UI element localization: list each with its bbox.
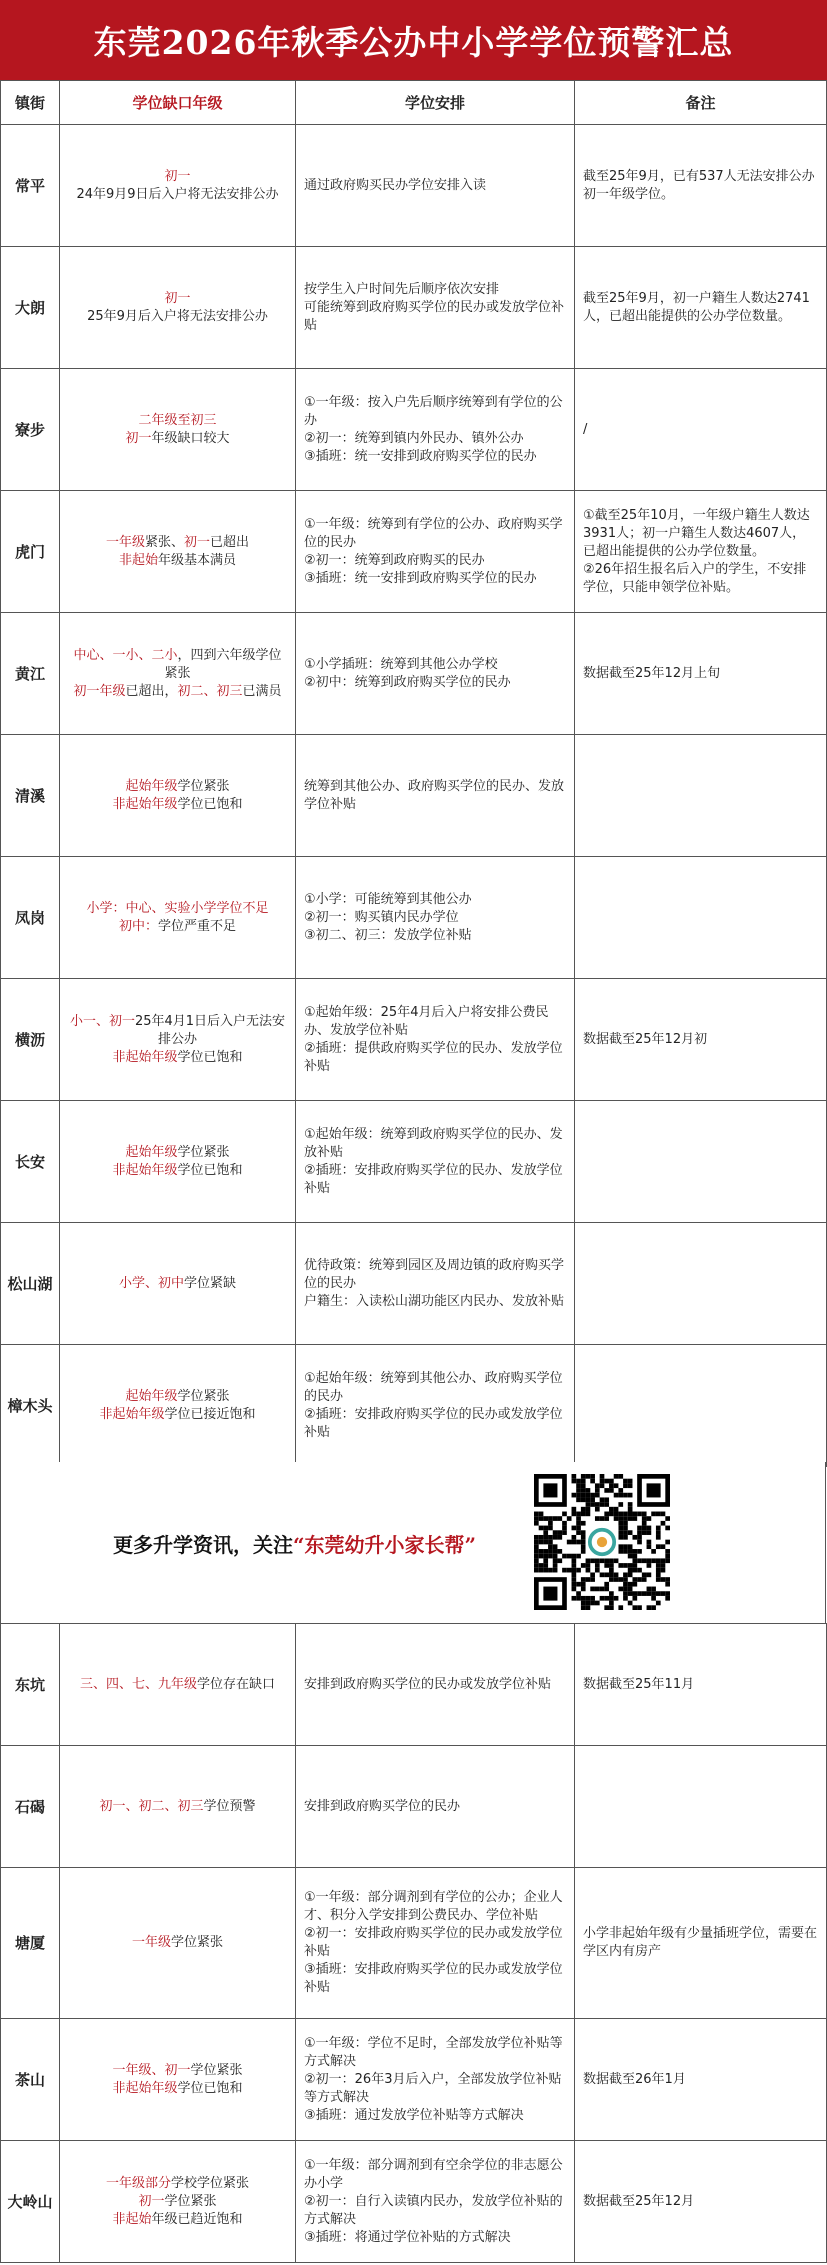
gap-text: 学位紧张	[177, 778, 230, 794]
gap-text: 学位已饱和	[177, 796, 243, 812]
gap-text: ，四到六年级学位紧张	[164, 647, 282, 681]
town-cell: 石碣	[1, 1746, 60, 1868]
town-cell: 虎门	[1, 491, 60, 613]
gap-text: 初二、初三	[177, 683, 243, 699]
gap-text: 25年9月后入户将无法安排公办	[87, 308, 268, 324]
gap-line	[68, 186, 287, 204]
table-row	[1, 735, 827, 857]
gap-line	[68, 1275, 287, 1293]
town-cell: 寮步	[1, 369, 60, 491]
note-cell	[575, 1345, 827, 1467]
gap-cell	[60, 1624, 296, 1746]
arrangement-line: ①一年级：按入户先后顺序统筹到有学位的公办	[304, 394, 563, 428]
gap-cell	[60, 1868, 296, 2019]
gap-text: 小学：中心、实验小学学位不足	[86, 900, 269, 916]
note-cell	[575, 1746, 827, 1868]
gap-line	[68, 1013, 287, 1049]
arrangement-line: ②初一：安排政府购买学位的民办或发放学位补贴	[304, 1926, 563, 1959]
gap-text: 一年级、初一	[112, 2062, 191, 2078]
arrangement-line: ①起始年级：统筹到政府购买学位的民办、发放补贴	[304, 1126, 563, 1160]
arrangement-line: ①一年级：部分调剂到有学位的公办；企业人才、积分入学安排到公费民办、学位补贴	[304, 1890, 563, 1923]
gap-text: 非起始年级	[112, 1049, 178, 1065]
gap-line	[68, 1049, 287, 1067]
gap-line	[68, 1162, 287, 1180]
gap-text: 学位已饱和	[177, 1162, 243, 1178]
gap-line	[68, 1406, 287, 1424]
gap-cell	[60, 1101, 296, 1223]
town-cell: 茶山	[1, 2019, 60, 2141]
gap-text: 起始年级	[125, 778, 178, 794]
town-cell: 横沥	[1, 979, 60, 1101]
town-cell: 樟木头	[1, 1345, 60, 1467]
note-cell	[575, 1223, 827, 1345]
note-cell	[575, 247, 827, 369]
town-cell: 塘厦	[1, 1868, 60, 2019]
gap-text: 初一	[125, 430, 152, 446]
note-cell	[575, 857, 827, 979]
arrangement-line: ①小学：可能统筹到其他公办	[304, 891, 472, 907]
gap-cell	[60, 1345, 296, 1467]
header-row	[1, 81, 827, 125]
gap-text: 起始年级	[125, 1144, 178, 1160]
arrangement-line: 户籍生：入读松山湖功能区内民办、发放补贴	[304, 1293, 565, 1309]
warning-table-top	[0, 80, 827, 1467]
town-cell: 大岭山	[1, 2141, 60, 2263]
table-row	[1, 125, 827, 247]
gap-text: 25年4月1日后入户无法安排公办	[134, 1013, 286, 1047]
arrangement-line: ①一年级：部分调剂到有空余学位的非志愿公办小学	[304, 2157, 563, 2191]
arrangement-cell	[296, 979, 575, 1101]
arrangement-cell	[296, 1101, 575, 1223]
gap-text: 24年9月9日后入户将无法安排公办	[76, 186, 279, 202]
gap-line	[68, 778, 287, 796]
arrangement-cell	[296, 491, 575, 613]
arrangement-line: ③插班：将通过学位补贴的方式解决	[304, 2229, 511, 2245]
gap-text: 学位紧张	[177, 1388, 230, 1404]
arrangement-line: ①小学插班：统筹到其他公办学校	[304, 656, 498, 672]
arrangement-cell	[296, 1746, 575, 1868]
gap-text: 非起始年级	[112, 2080, 178, 2096]
gap-text: 紧张、	[144, 534, 184, 550]
gap-cell	[60, 2141, 296, 2263]
gap-line	[68, 430, 287, 448]
arrangement-cell	[296, 735, 575, 857]
gap-text: 非起始	[112, 2211, 152, 2227]
gap-text: 一年级部分	[105, 2175, 171, 2191]
arrangement-cell	[296, 613, 575, 735]
town-cell: 东坑	[1, 1624, 60, 1746]
gap-text: 三、四、七、九年级	[79, 1676, 197, 1692]
gap-text: 初一	[184, 534, 211, 550]
header-gap: 学位缺口年级	[60, 81, 296, 125]
gap-text: 初一年级	[73, 683, 126, 699]
arrangement-line: ①起始年级：统筹到其他公办、政府购买学位的民办	[304, 1370, 563, 1404]
arrangement-cell	[296, 857, 575, 979]
arrangement-cell	[296, 1624, 575, 1746]
table-row	[1, 1345, 827, 1467]
warning-table-bottom	[0, 1623, 827, 2263]
arrangement-line: ②初一：自行入读镇内民办，发放学位补贴的方式解决	[304, 2193, 563, 2227]
arrangement-cell	[296, 2019, 575, 2141]
arrangement-line: 统筹到其他公办、政府购买学位的民办、发放学位补贴	[304, 778, 565, 812]
note-line: 截至25年9月，初一户籍生人数达2741人，已超出能提供的公办学位数量。	[583, 290, 810, 324]
arrangement-cell	[296, 247, 575, 369]
arrangement-line: 优待政策：统筹到园区及周边镇的政府购买学位的民办	[304, 1257, 565, 1291]
gap-cell	[60, 491, 296, 613]
gap-line	[68, 552, 287, 570]
gap-cell	[60, 979, 296, 1101]
gap-line	[68, 2080, 287, 2098]
gap-text: 起始年级	[125, 1388, 178, 1404]
gap-text: 年级基本满员	[158, 552, 237, 568]
gap-cell	[60, 125, 296, 247]
arrangement-line: ③插班：通过发放学位补贴等方式解决	[304, 2107, 524, 2123]
gap-text: 中心、一小、二小	[73, 647, 178, 663]
gap-line	[68, 2062, 287, 2080]
arrangement-line: ①一年级：统筹到有学位的公办、政府购买学位的民办	[304, 516, 563, 550]
header-arrangement: 学位安排	[296, 81, 575, 125]
arrangement-line: ②插班：安排政府购买学位的民办或发放学位补贴	[304, 1406, 563, 1440]
note-cell	[575, 125, 827, 247]
gap-text: 非起始年级	[112, 796, 178, 812]
gap-text: 非起始年级	[112, 1162, 178, 1178]
gap-line	[68, 1144, 287, 1162]
gap-text: 学位紧张	[177, 1144, 230, 1160]
note-line: 小学非起始年级有少量插班学位，需要在学区内有房产	[583, 1926, 818, 1959]
table-row	[1, 2141, 827, 2263]
note-cell	[575, 2019, 827, 2141]
gap-line	[68, 1388, 287, 1406]
gap-cell	[60, 1746, 296, 1868]
gap-line	[68, 647, 287, 683]
arrangement-line: ③初二、初三：发放学位补贴	[304, 927, 472, 943]
gap-text: 小一、初一	[69, 1013, 135, 1029]
note-line: 数据截至25年12月初	[583, 1031, 708, 1047]
table-row	[1, 613, 827, 735]
note-cell	[575, 1868, 827, 2019]
gap-text: 年级已趋近饱和	[151, 2211, 243, 2227]
note-line: 截至25年9月，已有537人无法安排公办初一年级学位。	[583, 168, 815, 202]
table-row	[1, 979, 827, 1101]
gap-text: 学位严重不足	[158, 918, 237, 934]
arrangement-line: ②初中：统筹到政府购买学位的民办	[304, 674, 511, 690]
gap-text: 初一	[138, 2193, 165, 2209]
qr-code-icon	[534, 1474, 670, 1610]
arrangement-cell	[296, 2141, 575, 2263]
note-cell	[575, 735, 827, 857]
table-row	[1, 1624, 827, 1746]
town-cell: 凤岗	[1, 857, 60, 979]
note-cell	[575, 2141, 827, 2263]
gap-text: 学位已饱和	[177, 1049, 243, 1065]
gap-cell	[60, 1223, 296, 1345]
promo-prefix: 更多升学资讯，关注	[113, 1533, 293, 1557]
gap-text: 学位紧张	[190, 2062, 243, 2078]
arrangement-line: 通过政府购买民办学位安排入读	[304, 177, 487, 193]
gap-text: 已超出	[210, 534, 250, 550]
gap-line	[68, 1934, 287, 1952]
arrangement-line: ②初一：统筹到政府购买的民办	[304, 552, 485, 568]
arrangement-line: ③插班：统一安排到政府购买学位的民办	[304, 448, 537, 464]
table-row	[1, 1746, 827, 1868]
gap-line	[68, 290, 287, 308]
gap-line	[68, 918, 287, 936]
arrangement-cell	[296, 1345, 575, 1467]
gap-line	[68, 534, 287, 552]
table-row	[1, 857, 827, 979]
table-row	[1, 491, 827, 613]
arrangement-line: 按学生入户时间先后顺序依次安排	[304, 281, 500, 297]
gap-text: 学位存在缺口	[197, 1676, 276, 1692]
gap-text: 年级缺口较大	[151, 430, 230, 446]
gap-text: 非起始	[118, 552, 158, 568]
gap-line	[68, 796, 287, 814]
arrangement-line: ②初一：26年3月后入户，全部发放学位补贴等方式解决	[304, 2071, 562, 2105]
town-cell: 长安	[1, 1101, 60, 1223]
note-cell	[575, 613, 827, 735]
gap-text: 已满员	[242, 683, 282, 699]
gap-text: 一年级	[105, 534, 145, 550]
table-row	[1, 2019, 827, 2141]
gap-line	[68, 2211, 287, 2229]
gap-text: 初一	[164, 290, 191, 306]
gap-cell	[60, 2019, 296, 2141]
arrangement-line: ②插班：安排政府购买学位的民办、发放学位补贴	[304, 1162, 563, 1196]
gap-text: 非起始年级	[99, 1406, 165, 1422]
note-line: ①截至25年10月，一年级户籍生人数达3931人；初一户籍生人数达4607人，已超出能提供的公办学位数量。	[583, 507, 810, 559]
arrangement-cell	[296, 1868, 575, 2019]
gap-line	[68, 308, 287, 326]
arrangement-line: ②插班：提供政府购买学位的民办、发放学位补贴	[304, 1040, 563, 1074]
table-row	[1, 247, 827, 369]
gap-text: 学位紧张	[171, 1935, 224, 1950]
note-line: 数据截至25年12月	[583, 2193, 695, 2209]
gap-cell	[60, 369, 296, 491]
town-cell: 大朗	[1, 247, 60, 369]
gap-line	[68, 1798, 287, 1816]
table-row	[1, 369, 827, 491]
arrangement-cell	[296, 1223, 575, 1345]
gap-cell	[60, 613, 296, 735]
gap-text: 学位已接近饱和	[164, 1406, 256, 1422]
gap-text: 初中：	[118, 918, 158, 934]
gap-text: 初一	[164, 168, 191, 184]
gap-text: 学位预警	[203, 1798, 256, 1814]
page-title: 东莞2026年秋季公办中小学学位预警汇总	[93, 22, 734, 62]
note-line: 数据截至25年11月	[583, 1676, 695, 1692]
arrangement-line: ③插班：安排政府购买学位的民办或发放学位补贴	[304, 1962, 563, 1995]
header-town: 镇街	[1, 81, 60, 125]
town-cell: 清溪	[1, 735, 60, 857]
gap-text: 学位已饱和	[177, 2080, 243, 2096]
arrangement-line: ①一年级：学位不足时，全部发放学位补贴等方式解决	[304, 2035, 563, 2069]
gap-line	[68, 900, 287, 918]
promo-text	[113, 1529, 476, 1558]
gap-cell	[60, 735, 296, 857]
table-row	[1, 1223, 827, 1345]
promo-account-name: “东莞幼升小家长帮”	[293, 1533, 477, 1557]
gap-line	[68, 2193, 287, 2211]
arrangement-line: 安排到政府购买学位的民办	[304, 1798, 461, 1814]
arrangement-cell	[296, 369, 575, 491]
gap-line	[68, 2175, 287, 2193]
note-line: /	[583, 421, 588, 437]
header-note: 备注	[575, 81, 827, 125]
gap-text: 一年级	[131, 1935, 171, 1950]
gap-text: 二年级至初三	[138, 412, 217, 428]
note-line: 数据截至25年12月上旬	[583, 665, 721, 681]
table-row	[1, 1868, 827, 2019]
note-line: 数据截至26年1月	[583, 2071, 686, 2087]
note-cell	[575, 979, 827, 1101]
gap-line	[68, 168, 287, 186]
arrangement-line: ①起始年级：25年4月后入户将安排公费民办、发放学位补贴	[304, 1004, 549, 1038]
gap-text: 学位紧张	[164, 2193, 217, 2209]
gap-cell	[60, 247, 296, 369]
gap-text: 小学、初中	[118, 1275, 184, 1291]
note-line: ②26年招生报名后入户的学生，不安排学位，只能申领学位补贴。	[583, 561, 807, 595]
table-row	[1, 1101, 827, 1223]
arrangement-line: ③插班：统一安排到政府购买学位的民办	[304, 570, 537, 586]
note-cell	[575, 369, 827, 491]
gap-text: 已超出，	[125, 683, 178, 699]
title-banner	[0, 0, 827, 80]
gap-line	[68, 1676, 287, 1694]
town-cell: 常平	[1, 125, 60, 247]
gap-line	[68, 683, 287, 701]
note-cell	[575, 491, 827, 613]
arrangement-line: ②初一：购买镇内民办学位	[304, 909, 459, 925]
arrangement-line: 可能统筹到政府购买学位的民办或发放学位补贴	[304, 299, 565, 333]
gap-text: 初一、初二、初三	[99, 1798, 204, 1814]
arrangement-line: ②初一：统筹到镇内外民办、镇外公办	[304, 430, 524, 446]
gap-line	[68, 412, 287, 430]
note-cell	[575, 1624, 827, 1746]
arrangement-line: 安排到政府购买学位的民办或发放学位补贴	[304, 1676, 552, 1692]
town-cell: 松山湖	[1, 1223, 60, 1345]
gap-cell	[60, 857, 296, 979]
note-cell	[575, 1101, 827, 1223]
town-cell: 黄江	[1, 613, 60, 735]
promo-banner	[0, 1462, 826, 1624]
gap-text: 学位紧缺	[184, 1275, 237, 1291]
gap-text: 学校学位紧张	[171, 2175, 250, 2191]
arrangement-cell	[296, 125, 575, 247]
